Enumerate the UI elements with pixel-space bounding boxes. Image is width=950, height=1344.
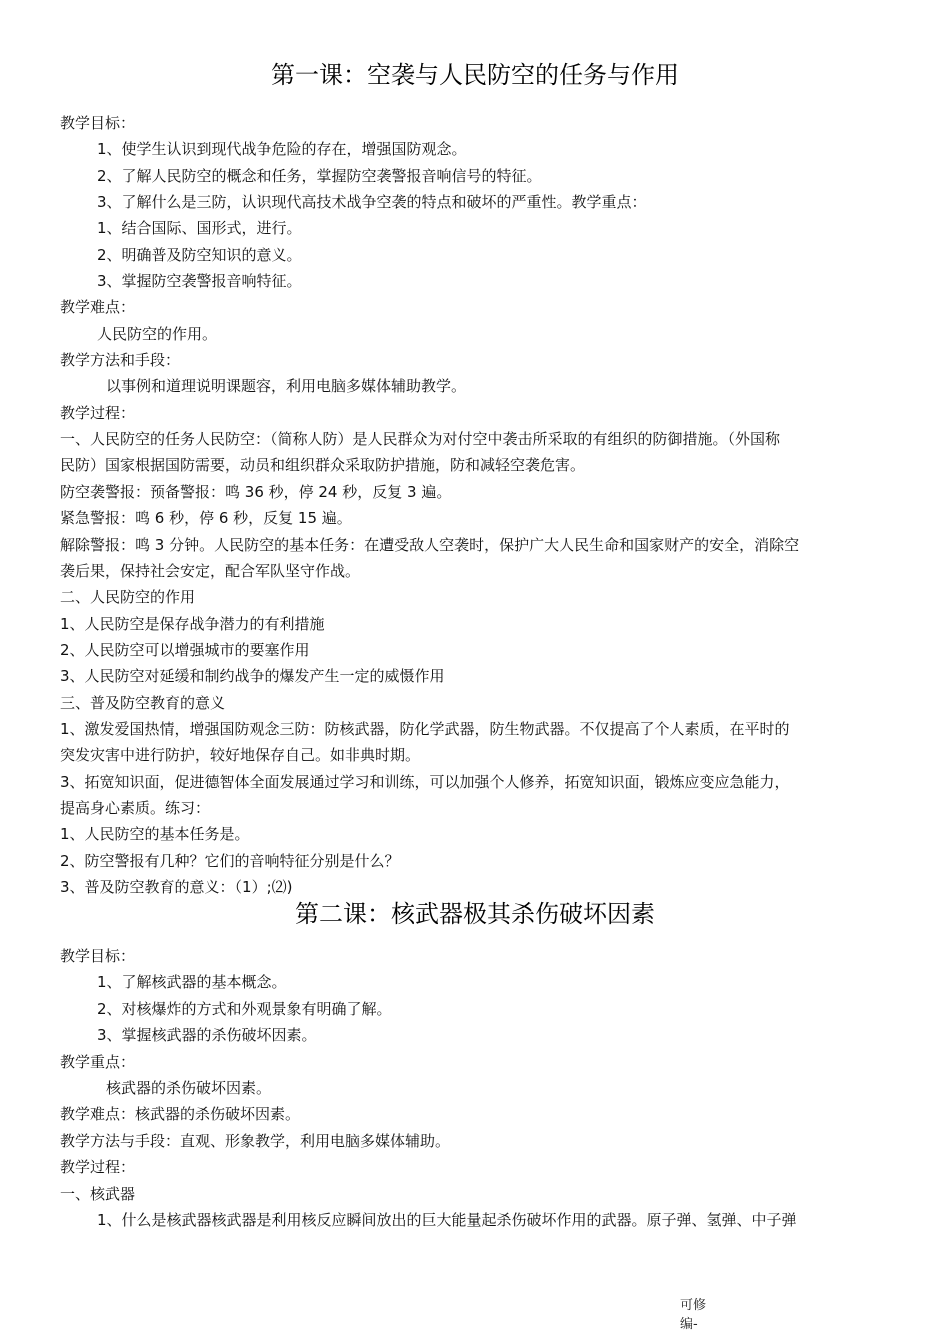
paragraph-line: 解除警报：鸣 3 分钟。人民防空的基本任务：在遭受敌人空袭时，保护广大人民生命和国家财产的安全，消除空 (60, 535, 800, 554)
exercise-item: 2、防空警报有几种？它们的音响特征分别是什么？ (60, 851, 400, 870)
difficulty-heading: 教学难点： (60, 298, 136, 317)
methods-line: 教学方法与手段：直观、形象教学，利用电脑多媒体辅助。 (60, 1131, 451, 1150)
paragraph-line: 1、激发爱国热情，增强国防观念三防：防核武器，防化学武器，防生物武器。不仅提高了个人素质，在平时的 (60, 719, 790, 738)
objective-item: 1、了解核武器的基本概念。 (97, 973, 287, 992)
objective-item: 2、对核爆炸的方式和外观景象有明确了解。 (97, 999, 392, 1018)
lesson2-title: 第二课：核武器极其杀伤破坏因素 (295, 900, 655, 928)
key-point-item: 1、结合国际、国形式，进行。 (97, 219, 302, 238)
paragraph-line: 一、人民防空的任务人民防空：（简称人防）是人民群众为对付空中袭击所采取的有组织的防御措施。（外国称 (60, 430, 781, 449)
process-heading: 教学过程： (60, 403, 136, 422)
paragraph-line: 3、拓宽知识面，促进德智体全面发展通过学习和训练，可以加强个人修养，拓宽知识面，锻炼应变应急能力， (60, 772, 790, 791)
difficulty-text: 人民防空的作用。 (97, 324, 218, 343)
paragraph-line: 1、人民防空是保存战争潜力的有利措施 (60, 614, 325, 633)
process-heading: 教学过程： (60, 1158, 136, 1177)
exercise-item: 3、普及防空教育的意义：（1）;⑵) (60, 877, 293, 896)
paragraph-line: 3、人民防空对延缓和制约战争的爆发产生一定的威慑作用 (60, 667, 445, 686)
section-heading: 三、普及防空教育的意义 (60, 693, 226, 712)
footer-note (680, 1296, 706, 1334)
key-point-heading: 教学重点： (60, 1052, 136, 1071)
section-heading: 一、核武器 (60, 1184, 136, 1203)
paragraph-line: 1、什么是核武器核武器是利用核反应瞬间放出的巨大能量起杀伤破坏作用的武器。原子弹、氢弹、中子弹 (97, 1210, 797, 1229)
lesson2-body (60, 943, 892, 1233)
paragraph-line: 紧急警报：鸣 6 秒，停 6 秒，反复 15 遍。 (60, 509, 352, 528)
difficulty-line: 教学难点：核武器的杀伤破坏因素。 (60, 1105, 301, 1124)
footer-line: 编- (680, 1317, 698, 1332)
objectives-heading: 教学目标： (60, 947, 136, 965)
paragraph-line: 袭后果，保持社会安定，配合军队坚守作战。 (60, 561, 361, 580)
objective-item: 3、了解什么是三防，认识现代高技术战争空袭的特点和破坏的严重性。教学重点： (97, 193, 647, 212)
section-heading: 二、人民防空的作用 (60, 588, 196, 607)
methods-heading: 教学方法和手段： (60, 351, 181, 370)
key-point-item: 2、明确普及防空知识的意义。 (97, 245, 302, 264)
objective-item: 2、了解人民防空的概念和任务，掌握防空袭警报音响信号的特征。 (97, 166, 542, 185)
paragraph-line: 防空袭警报：预备警报：鸣 36 秒，停 24 秒，反复 3 遍。 (60, 482, 452, 501)
lesson1-body (60, 110, 892, 900)
key-point-text: 核武器的杀伤破坏因素。 (106, 1078, 272, 1097)
methods-text: 以事例和道理说明课题容，利用电脑多媒体辅助教学。 (106, 377, 467, 396)
paragraph-line: 民防）国家根据国防需要，动员和组织群众采取防护措施，防和减轻空袭危害。 (60, 456, 586, 475)
lesson1-title: 第一课：空袭与人民防空的任务与作用 (271, 61, 679, 89)
exercise-item: 1、人民防空的基本任务是。 (60, 825, 250, 844)
objective-item: 3、掌握核武器的杀伤破坏因素。 (97, 1026, 317, 1045)
paragraph-line: 提高身心素质。练习： (60, 798, 211, 817)
paragraph-line: 突发灾害中进行防护，较好地保存自己。如非典时期。 (60, 746, 421, 765)
key-point-item: 3、掌握防空袭警报音响特征。 (97, 272, 302, 291)
paragraph-line: 2、人民防空可以增强城市的要塞作用 (60, 640, 310, 659)
footer-line: 可修 (680, 1298, 707, 1313)
objectives-heading: 教学目标： (60, 114, 136, 132)
objective-item: 1、使学生认识到现代战争危险的存在，增强国防观念。 (97, 140, 467, 159)
